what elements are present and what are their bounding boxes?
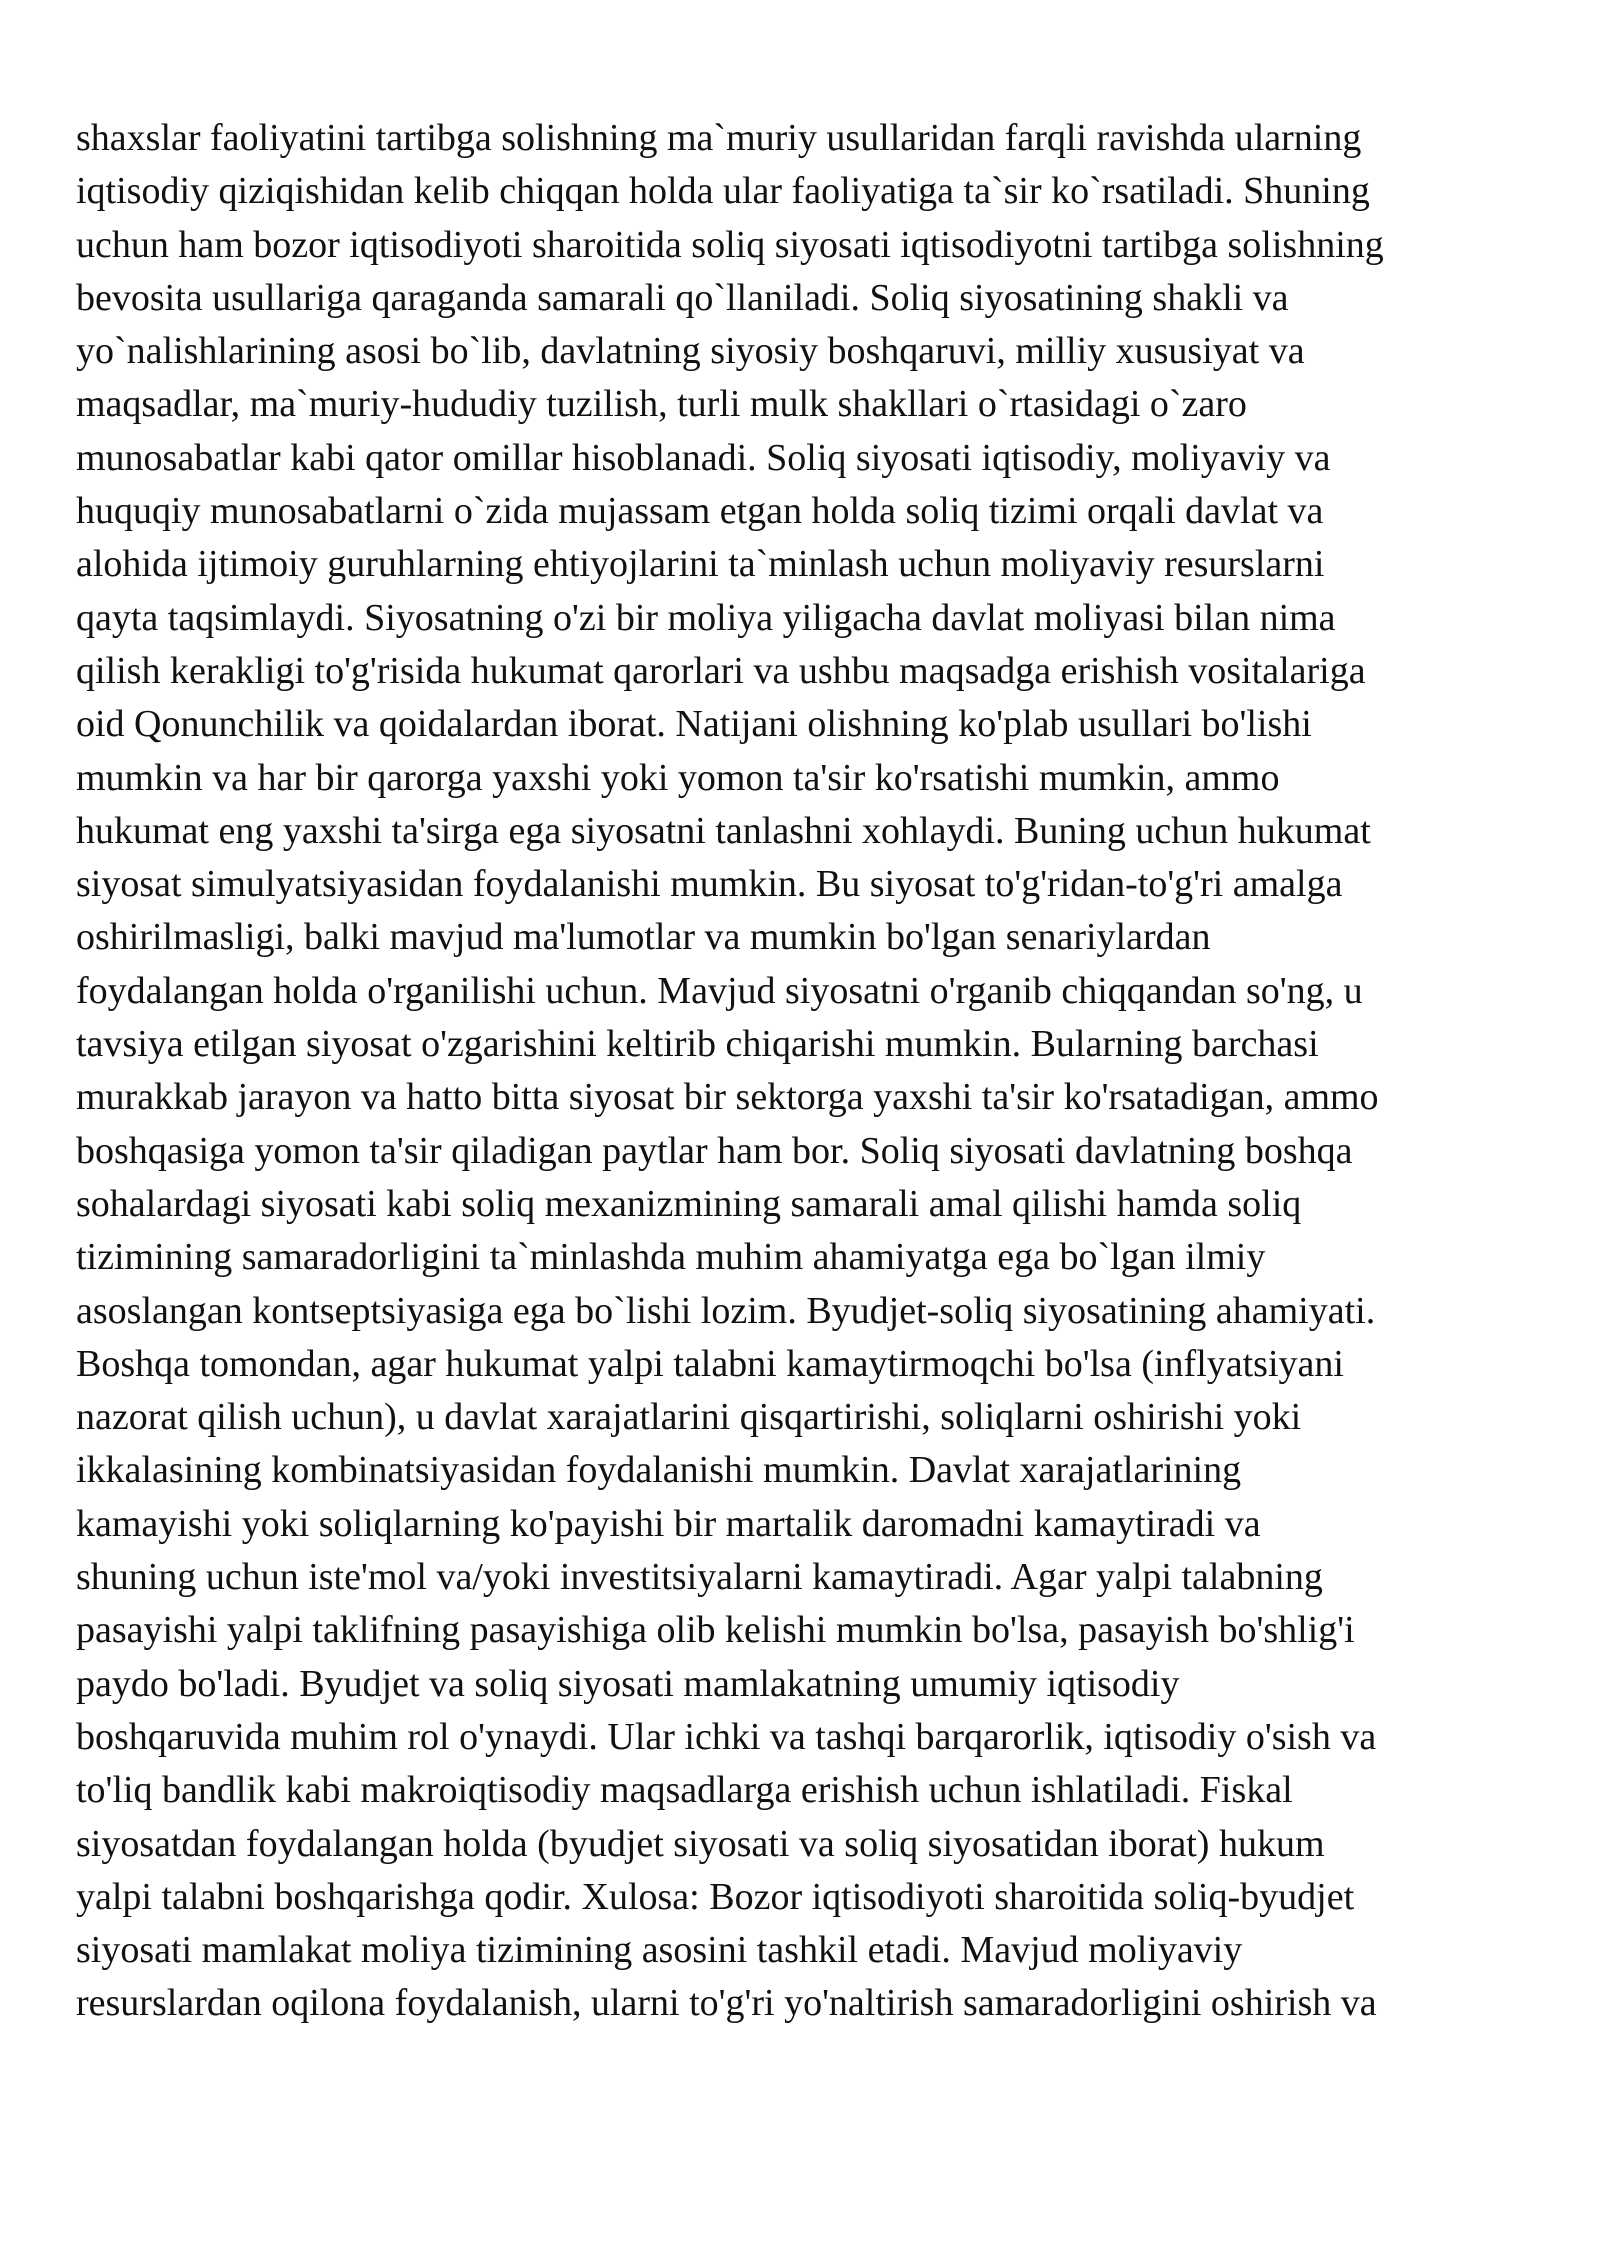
text-line: mumkin va har bir qarorga yaxshi yoki yomon ta'sir ko'rsatishi mumkin, ammo xyxy=(76,756,1280,799)
text-line: siyosatdan foydalangan holda (byudjet siyosati va soliq siyosatidan iborat) hukum xyxy=(76,1822,1325,1865)
text-line: yalpi talabni boshqarishga qodir. Xulosa: Bozor iqtisodiyoti sharoitida soliq-byudjet xyxy=(76,1875,1355,1918)
text-line: pasayishi yalpi taklifning pasayishiga olib kelishi mumkin bo'lsa, pasayish bo'shlig'i xyxy=(76,1609,1355,1652)
text-line: sohalardagi siyosati kabi soliq mexanizmining samarali amal qilishi hamda soliq xyxy=(76,1182,1302,1225)
text-line: asoslangan kontseptsiyasiga ega bo`lishi lozim. Byudjet-soliq siyosatining ahamiyati. xyxy=(76,1289,1376,1332)
text-line: huquqiy munosabatlarni o`zida mujassam etgan holda soliq tizimi orqali davlat va xyxy=(76,490,1324,533)
text-line: hukumat eng yaxshi ta'sirga ega siyosatni tanlashni xohlaydi. Buning uchun hukumat xyxy=(76,809,1371,852)
text-line: tizimining samaradorligini ta`minlashda muhim ahamiyatga ega bo`lgan ilmiy xyxy=(76,1236,1266,1279)
text-line: bevosita usullariga qaraganda samarali qo`llaniladi. Soliq siyosatining shakli va xyxy=(76,276,1289,319)
text-line: to'liq bandlik kabi makroiqtisodiy maqsadlarga erishish uchun ishlatiladi. Fiskal xyxy=(76,1769,1293,1812)
text-line: yo`nalishlarining asosi bo`lib, davlatning siyosiy boshqaruvi, milliy xususiyat va xyxy=(76,330,1305,373)
text-line: boshqaruvida muhim rol o'ynaydi. Ular ichki va tashqi barqarorlik, iqtisodiy o'sish va xyxy=(76,1715,1377,1758)
text-line: ikkalasining kombinatsiyasidan foydalanishi mumkin. Davlat xarajatlarining xyxy=(76,1449,1242,1492)
text-line: siyosat simulyatsiyasidan foydalanishi mumkin. Bu siyosat to'g'ridan-to'g'ri amalga xyxy=(76,863,1343,906)
text-line: qilish kerakligi to'g'risida hukumat qarorlari va ushbu maqsadga erishish vositalariga xyxy=(76,649,1366,692)
text-line: uchun ham bozor iqtisodiyoti sharoitida soliq siyosati iqtisodiyotni tartibga solishning xyxy=(76,223,1384,266)
text-line: resurslardan oqilona foydalanish, ularni to'g'ri yo'naltirish samaradorligini oshirish va xyxy=(76,1982,1377,2025)
text-line: qayta taqsimlaydi. Siyosatning o'zi bir moliya yiligacha davlat moliyasi bilan nima xyxy=(76,596,1336,639)
text-line: maqsadlar, ma`muriy-hududiy tuzilish, turli mulk shakllari o`rtasidagi o`zaro xyxy=(76,383,1247,426)
text-line: Boshqa tomondan, agar hukumat yalpi talabni kamaytirmoqchi bo'lsa (inflyatsiyani xyxy=(76,1342,1344,1385)
text-line: kamayishi yoki soliqlarning ko'payishi bir martalik daromadni kamaytiradi va xyxy=(76,1502,1261,1545)
text-line: oshirilmasligi, balki mavjud ma'lumotlar va mumkin bo'lgan senariylardan xyxy=(76,916,1211,959)
text-line: munosabatlar kabi qator omillar hisoblanadi. Soliq siyosati iqtisodiy, moliyaviy va xyxy=(76,436,1331,479)
text-line: foydalangan holda o'rganilishi uchun. Mavjud siyosatni o'rganib chiqqandan so'ng, u xyxy=(76,969,1363,1012)
text-line: nazorat qilish uchun), u davlat xarajatlarini qisqartirishi, soliqlarni oshirishi yoki xyxy=(76,1396,1302,1439)
text-line: shuning uchun iste'mol va/yoki investitsiyalarni kamaytiradi. Agar yalpi talabning xyxy=(76,1556,1323,1599)
text-line: tavsiya etilgan siyosat o'zgarishini keltirib chiqarishi mumkin. Bularning barchasi xyxy=(76,1023,1319,1066)
text-line: alohida ijtimoiy guruhlarning ehtiyojlarini ta`minlash uchun moliyaviy resurslarni xyxy=(76,543,1325,586)
text-line: siyosati mamlakat moliya tizimining asosini tashkil etadi. Mavjud moliyaviy xyxy=(76,1929,1243,1972)
text-line: oid Qonunchilik va qoidalardan iborat. Natijani olishning ko'plab usullari bo'lishi xyxy=(76,703,1312,746)
text-line: murakkab jarayon va hatto bitta siyosat bir sektorga yaxshi ta'sir ko'rsatadigan, ammo xyxy=(76,1076,1379,1119)
text-line: boshqasiga yomon ta'sir qiladigan paytlar ham bor. Soliq siyosati davlatning boshqa xyxy=(76,1129,1353,1172)
document-page xyxy=(76,112,1576,2031)
text-line: iqtisodiy qiziqishidan kelib chiqqan holda ular faoliyatiga ta`sir ko`rsatiladi. Shuning xyxy=(76,170,1370,213)
body-text xyxy=(76,112,1576,2031)
text-line: paydo bo'ladi. Byudjet va soliq siyosati mamlakatning umumiy iqtisodiy xyxy=(76,1662,1180,1705)
text-line: shaxslar faoliyatini tartibga solishning ma`muriy usullaridan farqli ravishda ularning xyxy=(76,117,1362,159)
